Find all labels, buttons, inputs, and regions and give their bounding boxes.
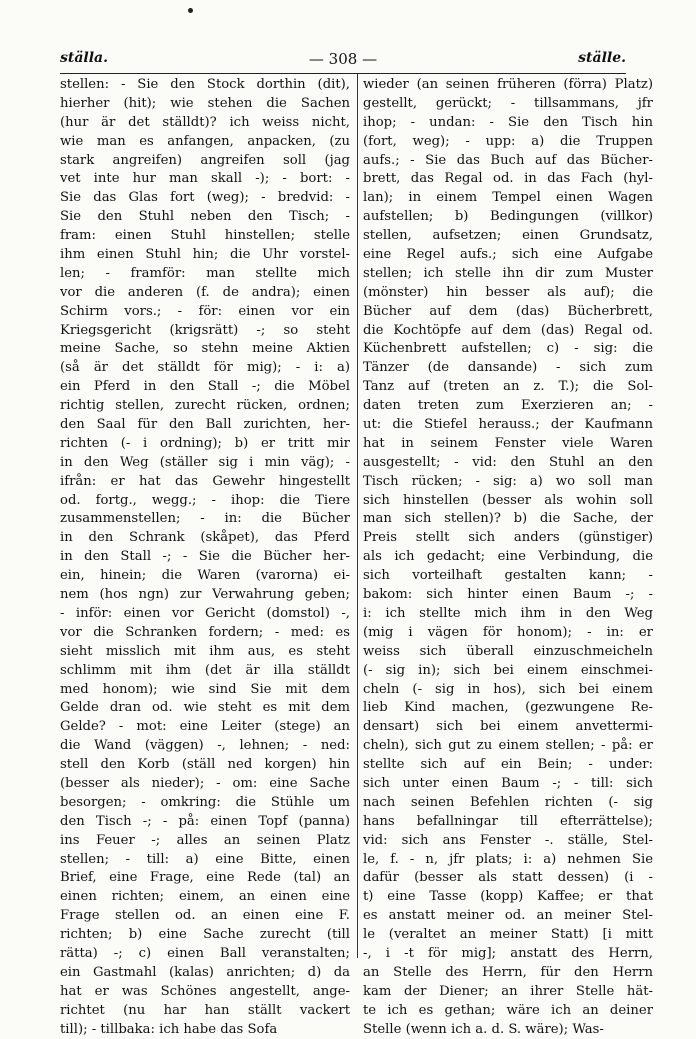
text-line: (fort, weg); - upp: a) die Truppen [363, 133, 653, 149]
text-line: Bücher auf dem (das) Bücherbrett, [363, 303, 653, 319]
text-line: Tänzer (de dansande) - sich zum [363, 360, 653, 376]
text-line: richten (- i ordning); b) er tritt mir [60, 435, 350, 451]
text-line: kam der Diener; an ihrer Stelle hät- [363, 983, 653, 999]
text-line: richtet (nu har han ställt vackert [60, 1002, 350, 1018]
text-line: sieht misslich mit ihm aus, es steht [60, 643, 350, 659]
text-line: ifrån: er hat das Gewehr hingestellt [60, 473, 350, 489]
text-line: stark angreifen) angreifen soll (jag [60, 152, 350, 168]
text-line: eine Regel aufs.; sich eine Aufgabe [363, 247, 653, 263]
text-line: len; - framför: man stellte mich [60, 265, 350, 281]
text-line: man sich stellen)? b) die Sache, der [363, 511, 653, 527]
text-line: lieb Kind machen, (gezwungene Re- [363, 700, 653, 716]
text-line: wie man es anfangen, anpacken, (zu [60, 133, 350, 149]
text-line: ihop; - undan: - Sie den Tisch hin [363, 114, 653, 130]
text-line: stell den Korb (ställ ned korgen) hin [60, 757, 350, 773]
text-line: (besser als nieder); - om: eine Sache [60, 775, 350, 791]
text-line: ein Pferd in den Stall -; die Möbel [60, 379, 350, 395]
header-rule [60, 73, 626, 74]
text-line: schlimm mit ihm (det är illa ställdt [60, 662, 350, 678]
text-line: od. fortg., wegg.; - ihop: die Tiere [60, 492, 350, 508]
text-line: nach seinen Befehlen richten (- sig [363, 794, 653, 810]
text-line: le, f. - n, jfr plats; i: a) nehmen Sie [363, 851, 653, 867]
text-line: fram: einen Stuhl hinstellen; stelle [60, 228, 350, 244]
text-line: Sie das Glas fort (weg); - bredvid: - [60, 190, 350, 206]
text-line: Brief, eine Frage, eine Rede (tal) an [60, 870, 350, 886]
text-line: brett, das Regal od. in das Fach (hyl- [363, 171, 653, 187]
text-line: -, i -t för mig]; anstatt des Herrn, [363, 945, 653, 961]
text-line: i: ich stellte mich ihm in den Weg [363, 605, 653, 621]
text-line: meine Sache, so stehn meine Aktien [60, 341, 350, 357]
text-line: cheln), sich gut zu einem stellen; - på: er [363, 738, 653, 754]
text-line: aufstellen; b) Bedingungen (villkor) [363, 209, 653, 225]
text-line: le (veraltet an meiner Statt) [i mitt [363, 927, 653, 943]
text-line: als ich gedacht; eine Verbindung, die [363, 549, 653, 565]
text-line: richtig stellen, zurecht rücken, ordnen; [60, 398, 350, 414]
text-line: stellen: - Sie den Stock dorthin (dit), [60, 77, 350, 92]
text-line: Kriegsgericht (krigsrätt) -; so steht [60, 322, 350, 338]
text-line: stellen; ich stelle ihn dir zum Muster [363, 265, 653, 281]
text-line: t) eine Tasse (kopp) Kaffee; er that [363, 889, 653, 905]
text-line: dafür (besser als statt dessen) (i - [363, 870, 653, 886]
text-line: wieder (an seinen früheren (förra) Platz) [363, 77, 653, 92]
text-line: - inför: einen vor Gericht (domstol) -, [60, 605, 350, 621]
text-line: zusammenstellen; - in: die Bücher [60, 511, 350, 527]
text-line: Tisch rücken; - sig: a) wo soll man [363, 473, 653, 489]
text-line: besorgen; - omkring: die Stühle um [60, 794, 350, 810]
text-line: den Saal für den Ball zurichten, her- [60, 417, 350, 433]
text-line: es anstatt meiner od. an meiner Stel- [363, 908, 653, 924]
text-line: in den Weg (ställer sig i min väg); - [60, 454, 350, 470]
ink-speck [188, 8, 193, 13]
text-line: richten; b) eine Sache zurecht (till [60, 927, 350, 943]
text-line: (mig i vägen för honom); - in: er [363, 624, 653, 640]
page-header [60, 50, 626, 72]
right-column [363, 76, 653, 1039]
text-line: med honom); wie sind Sie mit dem [60, 681, 350, 697]
header-right-catchword: ställe. [578, 50, 626, 66]
text-line: (så är det ställdt för mig); - i: a) [60, 360, 350, 376]
text-line: hat in seinem Fenster viele Waren [363, 435, 653, 451]
text-line: hierher (hit); wie stehen die Sachen [60, 95, 350, 111]
text-line: (mönster) hin besser als auf); die [363, 284, 653, 300]
text-line: Frage stellen od. an einen eine F. [60, 908, 350, 924]
text-line: ein, hinein; die Waren (varorna) ei- [60, 568, 350, 584]
text-line: stellte sich auf ein Bein; - under: [363, 757, 653, 773]
left-column [60, 76, 350, 1039]
page-number: — 308 — [308, 50, 378, 68]
text-line: (- sig in); sich bei einem einschmei- [363, 662, 653, 678]
text-line: einen richten; einem, an einen eine [60, 889, 350, 905]
text-line: nem (hos ngn) zur Verwahrung geben; [60, 587, 350, 603]
text-line: Preis stellt sich anders (günstiger) [363, 530, 653, 546]
text-line: ihm einen Stuhl hin; die Uhr vorstel- [60, 247, 350, 263]
text-line: die Kochtöpfe auf dem (das) Regal od. [363, 322, 653, 338]
text-line: Stelle (wenn ich a. d. S. wäre); Was- [363, 1021, 604, 1037]
text-line: (hur är det ställdt)? ich weiss nicht, [60, 114, 350, 130]
text-line: an Stelle des Herrn, für den Herrn [363, 964, 653, 980]
text-line: Tanz auf (treten an z. T.); die Sol- [363, 379, 653, 395]
text-line: till); - tillbaka: ich habe das Sofa [60, 1021, 278, 1037]
text-line: stellen; - till: a) eine Bitte, einen [60, 851, 350, 867]
text-line: daten treten zum Exerzieren an; - [363, 398, 653, 414]
column-divider [357, 74, 358, 958]
text-line: stellen, aufsetzen; einen Grundsatz, [363, 228, 653, 244]
text-line: vid: sich ans Fenster -. ställe, Stel- [363, 832, 653, 848]
text-line: sich unter einen Baum -; - till: sich [363, 775, 653, 791]
text-line: in den Stall -; - Sie die Bücher her- [60, 549, 350, 565]
text-line: lan); in einem Tempel einen Wagen [363, 190, 653, 206]
text-line: Küchenbrett aufstellen; c) - sig: die [363, 341, 653, 357]
text-line: die Wand (väggen) -, lehnen; - ned: [60, 738, 350, 754]
text-line: sich hinstellen (besser als wohin soll [363, 492, 653, 508]
text-line: hans befallningar till efterrättelse); [363, 813, 653, 829]
text-line: vor die anderen (f. de andra); einen [60, 284, 350, 300]
text-line: gestellt, gerückt; - tillsammans, jfr [363, 95, 653, 111]
text-line: Schirm vors.; - för: einen vor ein [60, 303, 350, 319]
text-line: ein Gastmahl (kalas) anrichten; d) da [60, 964, 350, 980]
text-line: vor die Schranken fordern; - med: es [60, 624, 350, 640]
text-line: Gelde? - mot: eine Leiter (stege) an [60, 719, 350, 735]
text-line: rätta) -; c) einen Ball veranstalten; [60, 945, 350, 961]
header-left-catchword: ställa. [60, 50, 109, 66]
text-line: ut: die Stiefel herauss.; der Kaufmann [363, 417, 653, 433]
text-line: Sie den Stuhl neben den Tisch; - [60, 209, 350, 225]
text-line: sich vorteilhaft gestalten kann; - [363, 568, 653, 584]
text-line: ausgestellt; - vid: den Stuhl an den [363, 454, 653, 470]
text-line: vet inte hur man skall -); - bort: - [60, 171, 350, 187]
text-line: den Tisch -; - på: einen Topf (panna) [60, 813, 350, 829]
text-line: Gelde dran od. wie steht es mit dem [60, 700, 350, 716]
text-line: hat er was Schönes angestellt, ange- [60, 983, 350, 999]
text-line: aufs.; - Sie das Buch auf das Bücher- [363, 152, 653, 168]
text-line: te ich es gethan; wäre ich an deiner [363, 1002, 653, 1018]
text-line: bakom: sich hinter einen Baum -; - [363, 587, 653, 603]
text-line: in den Schrank (skåpet), das Pferd [60, 530, 350, 546]
text-line: densart) sich bei einem anvettermi- [363, 719, 653, 735]
text-line: weiss sich überall einzuschmeicheln [363, 643, 653, 659]
text-line: ins Feuer -; alles an seinen Platz [60, 832, 350, 848]
text-line: cheln (- sig in hos), sich bei einem [363, 681, 653, 697]
